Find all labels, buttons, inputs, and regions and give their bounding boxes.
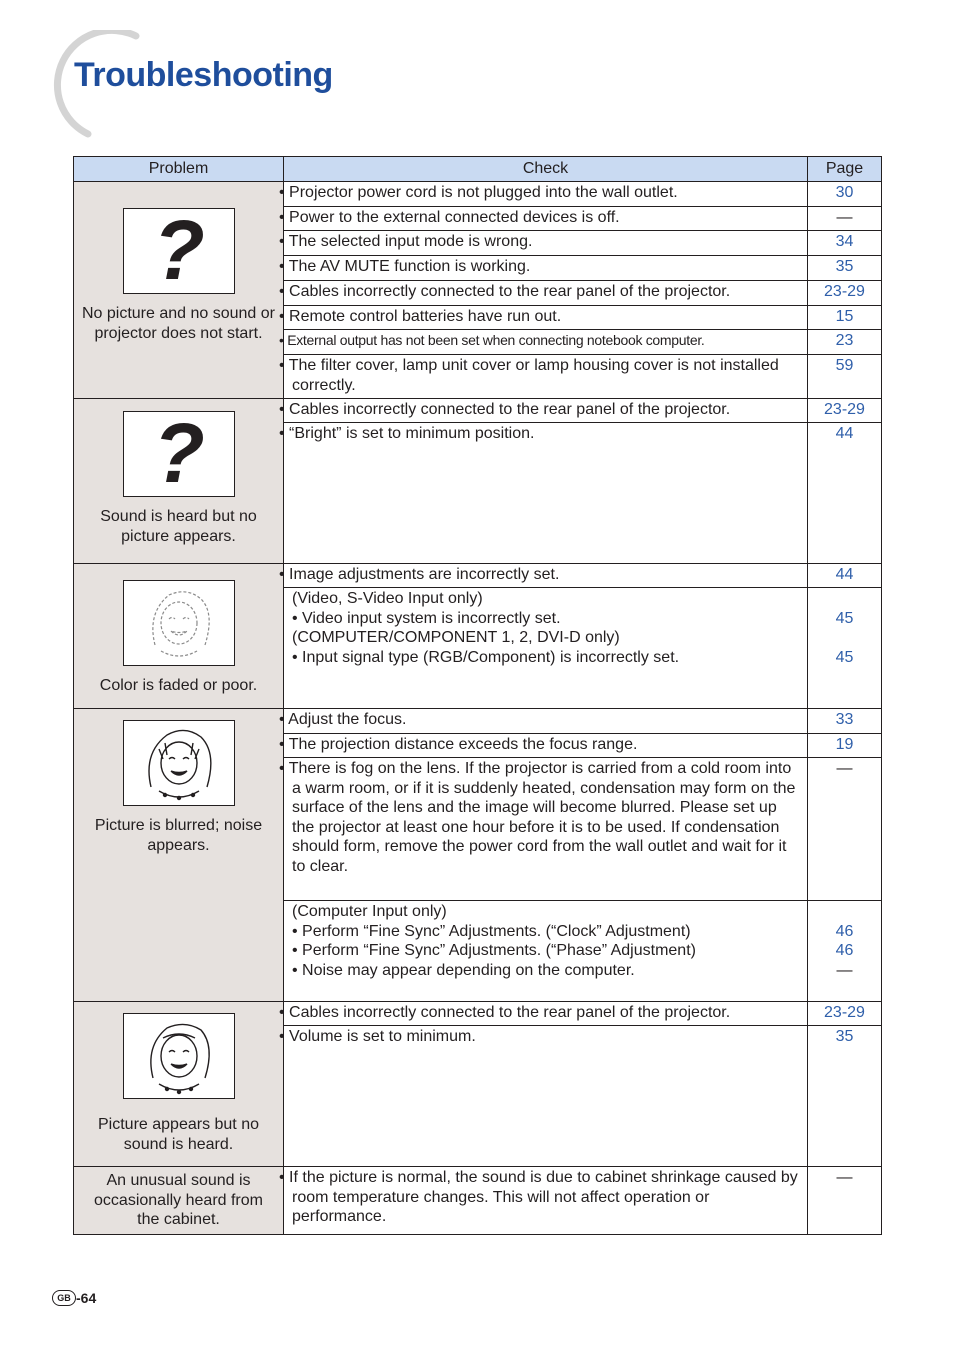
page-ref[interactable]: 44 xyxy=(808,423,882,564)
header-problem: Problem xyxy=(74,157,284,182)
check-note: (Computer Input only) xyxy=(292,903,447,920)
check-item: • “Bright” is set to minimum position. xyxy=(284,423,808,564)
header-check: Check xyxy=(284,157,808,182)
check-group xyxy=(284,588,808,709)
check-item: • The selected input mode is wrong. xyxy=(284,231,808,256)
problem-text: Picture appears but no sound is heard. xyxy=(98,1116,259,1153)
check-item: • Projector power cord is not plugged into the wall outlet. xyxy=(284,182,808,207)
noisy-girl-image xyxy=(123,720,235,806)
problem-cell xyxy=(74,564,284,709)
check-item: • Cables incorrectly connected to the rear panel of the projector. xyxy=(284,1002,808,1026)
page-ref: — xyxy=(808,758,882,901)
question-mark-icon xyxy=(123,411,235,497)
page-ref-group xyxy=(808,588,882,709)
problem-cell xyxy=(74,1002,284,1167)
page-ref[interactable]: 59 xyxy=(808,355,882,399)
problem-cell xyxy=(74,709,284,1002)
problem-text: Color is faded or poor. xyxy=(99,677,258,694)
faded-girl-image xyxy=(123,580,235,666)
problem-text: No picture and no sound or projector does not start. xyxy=(81,305,275,342)
check-item: • Remote control batteries have run out. xyxy=(284,306,808,330)
page-ref[interactable]: 34 xyxy=(808,231,882,256)
check-note: (Video, S-Video Input only) xyxy=(292,590,483,607)
check-item: • If the picture is normal, the sound is due to cabinet shrinkage caused by room temperature changes. This will not affect operation or performance. xyxy=(284,1167,808,1235)
page-ref[interactable]: 35 xyxy=(808,1026,882,1167)
girl-image xyxy=(123,1013,235,1099)
problem-cell xyxy=(74,1167,284,1235)
check-item: • Cables incorrectly connected to the rear panel of the projector. xyxy=(284,281,808,306)
check-item: • Adjust the focus. xyxy=(284,709,808,734)
check-item: • Input signal type (RGB/Component) is incorrectly set. xyxy=(292,648,680,666)
check-note: (COMPUTER/COMPONENT 1, 2, DVI-D only) xyxy=(292,629,620,646)
problem-cell xyxy=(74,182,284,399)
svg-text:?: ? xyxy=(152,418,205,490)
question-mark-icon xyxy=(123,208,235,294)
page-ref: — xyxy=(836,961,853,979)
page-ref-group xyxy=(808,901,882,1002)
problem-text: Picture is blurred; noise appears. xyxy=(94,817,263,854)
check-item: • Noise may appear depending on the computer. xyxy=(292,961,635,979)
check-item: • The AV MUTE function is working. xyxy=(284,256,808,281)
check-group xyxy=(284,901,808,1002)
page-ref[interactable]: 23-29 xyxy=(808,281,882,306)
check-item: • Perform “Fine Sync” Adjustments. (“Phase” Adjustment) xyxy=(292,942,696,959)
check-item: • Video input system is incorrectly set. xyxy=(292,609,561,627)
check-item: • Volume is set to minimum. xyxy=(284,1026,808,1167)
svg-text:?: ? xyxy=(152,215,205,287)
page-ref[interactable]: 23 xyxy=(808,330,882,355)
page-ref[interactable]: 23-29 xyxy=(808,399,882,423)
check-item: • There is fog on the lens. If the projector is carried from a cold room into a warm room, or if it is suddenly heated, condensation may form on the surface of the lens and the image will become blurred. Please set up the projector at least one hour before it is to be used. If condensation should form, remove the power cord from the wall outlet and wait for it to clear. xyxy=(284,758,808,901)
page-ref: — xyxy=(808,207,882,231)
check-item: • Power to the external connected devices is off. xyxy=(284,207,808,231)
page-ref[interactable]: 46 xyxy=(835,942,854,959)
problem-text: An unusual sound is occasionally heard from the cabinet. xyxy=(94,1172,263,1229)
page-ref[interactable]: 33 xyxy=(808,709,882,734)
check-item: • External output has not been set when connecting notebook computer. xyxy=(284,330,808,355)
check-item: • Image adjustments are incorrectly set. xyxy=(284,564,808,588)
page-number: -64 xyxy=(76,1290,97,1306)
page-footer xyxy=(52,1290,96,1306)
page-ref[interactable]: 45 xyxy=(835,648,854,666)
page-ref[interactable]: 44 xyxy=(808,564,882,588)
page-ref[interactable]: 15 xyxy=(808,306,882,330)
problem-text: Sound is heard but no picture appears. xyxy=(100,508,257,545)
page-ref[interactable]: 23-29 xyxy=(808,1002,882,1026)
troubleshooting-table xyxy=(73,156,882,1235)
page-ref[interactable]: 19 xyxy=(808,734,882,758)
page-ref: — xyxy=(808,1167,882,1235)
page-title: Troubleshooting xyxy=(74,56,333,94)
check-item: • The filter cover, lamp unit cover or lamp housing cover is not installed correctly. xyxy=(284,355,808,399)
page-ref[interactable]: 46 xyxy=(835,922,854,940)
check-item: • The projection distance exceeds the focus range. xyxy=(284,734,808,758)
region-badge: GB xyxy=(52,1290,76,1306)
page-ref[interactable]: 35 xyxy=(808,256,882,281)
page-ref[interactable]: 45 xyxy=(835,609,854,627)
header-page: Page xyxy=(808,157,882,182)
check-item: • Cables incorrectly connected to the rear panel of the projector. xyxy=(284,399,808,423)
page-ref[interactable]: 30 xyxy=(808,182,882,207)
problem-cell xyxy=(74,399,284,564)
check-item: • Perform “Fine Sync” Adjustments. (“Clock” Adjustment) xyxy=(292,922,691,940)
